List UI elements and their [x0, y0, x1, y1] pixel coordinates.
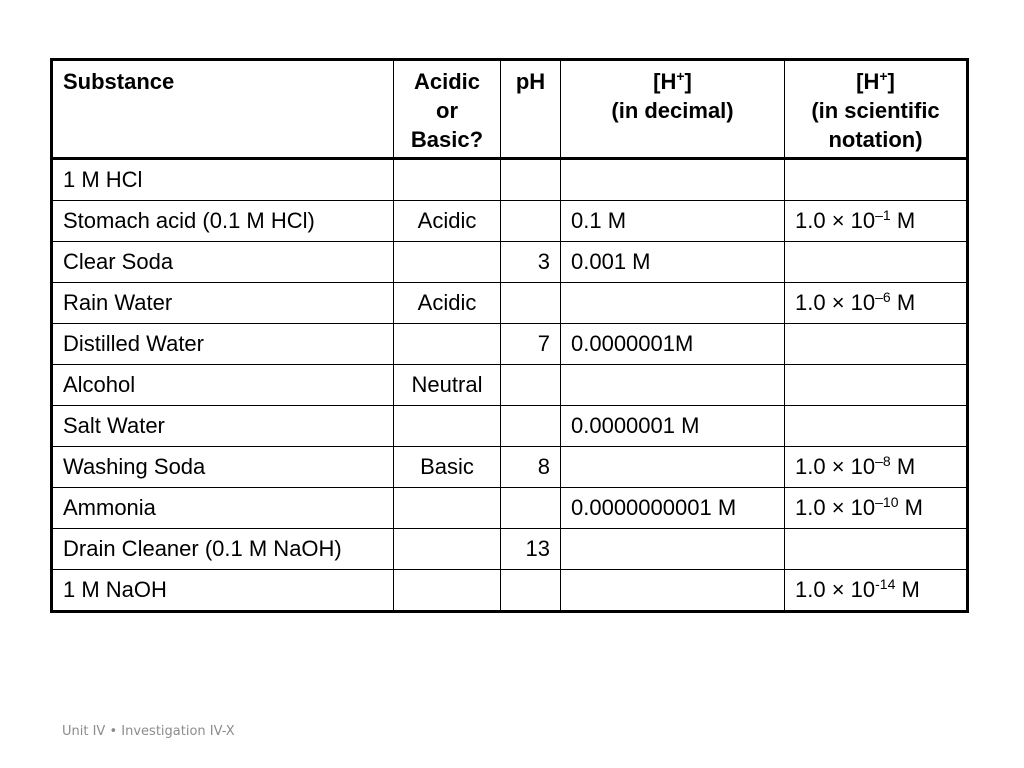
cell-substance: 1 M HCl	[52, 159, 394, 201]
table-row	[52, 529, 968, 570]
cell-substance: Clear Soda	[52, 242, 394, 283]
table-body	[52, 159, 968, 612]
cell-h-scientific	[785, 242, 968, 283]
cell-ph: 13	[501, 529, 561, 570]
cell-h-scientific	[785, 159, 968, 201]
cell-h-decimal: 0.0000001M	[561, 324, 785, 365]
sci-exponent: –8	[875, 453, 891, 469]
cell-h-decimal	[561, 283, 785, 324]
cell-ph	[501, 365, 561, 406]
cell-h-scientific	[785, 283, 968, 324]
cell-substance: Washing Soda	[52, 447, 394, 488]
cell-ph	[501, 406, 561, 447]
cell-ph: 7	[501, 324, 561, 365]
cell-h-decimal: 0.1 M	[561, 201, 785, 242]
cell-h-scientific	[785, 406, 968, 447]
table-row	[52, 488, 968, 529]
cell-h-decimal: 0.001 M	[561, 242, 785, 283]
sci-exponent: –6	[875, 289, 891, 305]
cell-h-scientific	[785, 529, 968, 570]
cell-substance: Alcohol	[52, 365, 394, 406]
cell-acidic-or-basic: Neutral	[394, 365, 501, 406]
table-row	[52, 447, 968, 488]
cell-ph	[501, 570, 561, 612]
sci-coefficient: 1.0 × 10	[795, 577, 876, 602]
cell-substance: Ammonia	[52, 488, 394, 529]
header-substance: Substance	[52, 60, 394, 159]
cell-substance: Salt Water	[52, 406, 394, 447]
cell-h-scientific	[785, 447, 968, 488]
header-acidic-or-basic: Acidic or Basic?	[394, 60, 501, 159]
table-row	[52, 283, 968, 324]
header-ph: pH	[501, 60, 561, 159]
cell-h-decimal	[561, 570, 785, 612]
footer-separator: •	[109, 724, 118, 739]
footer-unit: Unit IV	[62, 724, 106, 739]
sci-unit: M	[898, 495, 923, 520]
table-row	[52, 365, 968, 406]
cell-ph	[501, 488, 561, 529]
footer-investigation: Investigation IV-X	[121, 724, 235, 739]
cell-h-scientific	[785, 488, 968, 529]
cell-acidic-or-basic: Basic	[394, 447, 501, 488]
cell-acidic-or-basic	[394, 159, 501, 201]
cell-ph	[501, 159, 561, 201]
cell-ph	[501, 201, 561, 242]
cell-acidic-or-basic	[394, 529, 501, 570]
cell-h-decimal	[561, 365, 785, 406]
cell-substance: Distilled Water	[52, 324, 394, 365]
header-h-scientific: [H+] (in scientific notation)	[785, 60, 968, 159]
sci-unit: M	[890, 454, 916, 479]
cell-acidic-or-basic	[394, 488, 501, 529]
table-row	[52, 159, 968, 201]
sci-exponent: -14	[875, 576, 896, 592]
sci-exponent: –1	[875, 207, 891, 223]
sci-unit: M	[895, 577, 920, 602]
cell-h-decimal: 0.0000001 M	[561, 406, 785, 447]
table-header-row	[52, 60, 968, 159]
sci-unit: M	[890, 290, 916, 315]
cell-ph: 8	[501, 447, 561, 488]
table-row	[52, 242, 968, 283]
cell-h-decimal: 0.0000000001 M	[561, 488, 785, 529]
footer	[62, 724, 235, 739]
cell-acidic-or-basic	[394, 324, 501, 365]
table-row	[52, 570, 968, 612]
cell-acidic-or-basic	[394, 242, 501, 283]
table-row	[52, 324, 968, 365]
cell-substance: Stomach acid (0.1 M HCl)	[52, 201, 394, 242]
table-row	[52, 201, 968, 242]
cell-h-decimal	[561, 159, 785, 201]
cell-substance: 1 M NaOH	[52, 570, 394, 612]
sci-coefficient: 1.0 × 10	[795, 208, 876, 233]
cell-ph: 3	[501, 242, 561, 283]
cell-substance: Rain Water	[52, 283, 394, 324]
sci-coefficient: 1.0 × 10	[795, 495, 876, 520]
cell-ph	[501, 283, 561, 324]
cell-substance: Drain Cleaner (0.1 M NaOH)	[52, 529, 394, 570]
sci-exponent: –10	[875, 494, 899, 510]
cell-acidic-or-basic	[394, 406, 501, 447]
cell-h-decimal	[561, 529, 785, 570]
sci-coefficient: 1.0 × 10	[795, 290, 876, 315]
cell-h-scientific	[785, 570, 968, 612]
header-h-decimal: [H+] (in decimal)	[561, 60, 785, 159]
table-row	[52, 406, 968, 447]
sci-unit: M	[890, 208, 916, 233]
cell-h-decimal	[561, 447, 785, 488]
cell-acidic-or-basic: Acidic	[394, 283, 501, 324]
ph-table	[50, 58, 969, 613]
sci-coefficient: 1.0 × 10	[795, 454, 876, 479]
cell-acidic-or-basic: Acidic	[394, 201, 501, 242]
cell-h-scientific	[785, 324, 968, 365]
cell-h-scientific	[785, 365, 968, 406]
cell-acidic-or-basic	[394, 570, 501, 612]
cell-h-scientific	[785, 201, 968, 242]
